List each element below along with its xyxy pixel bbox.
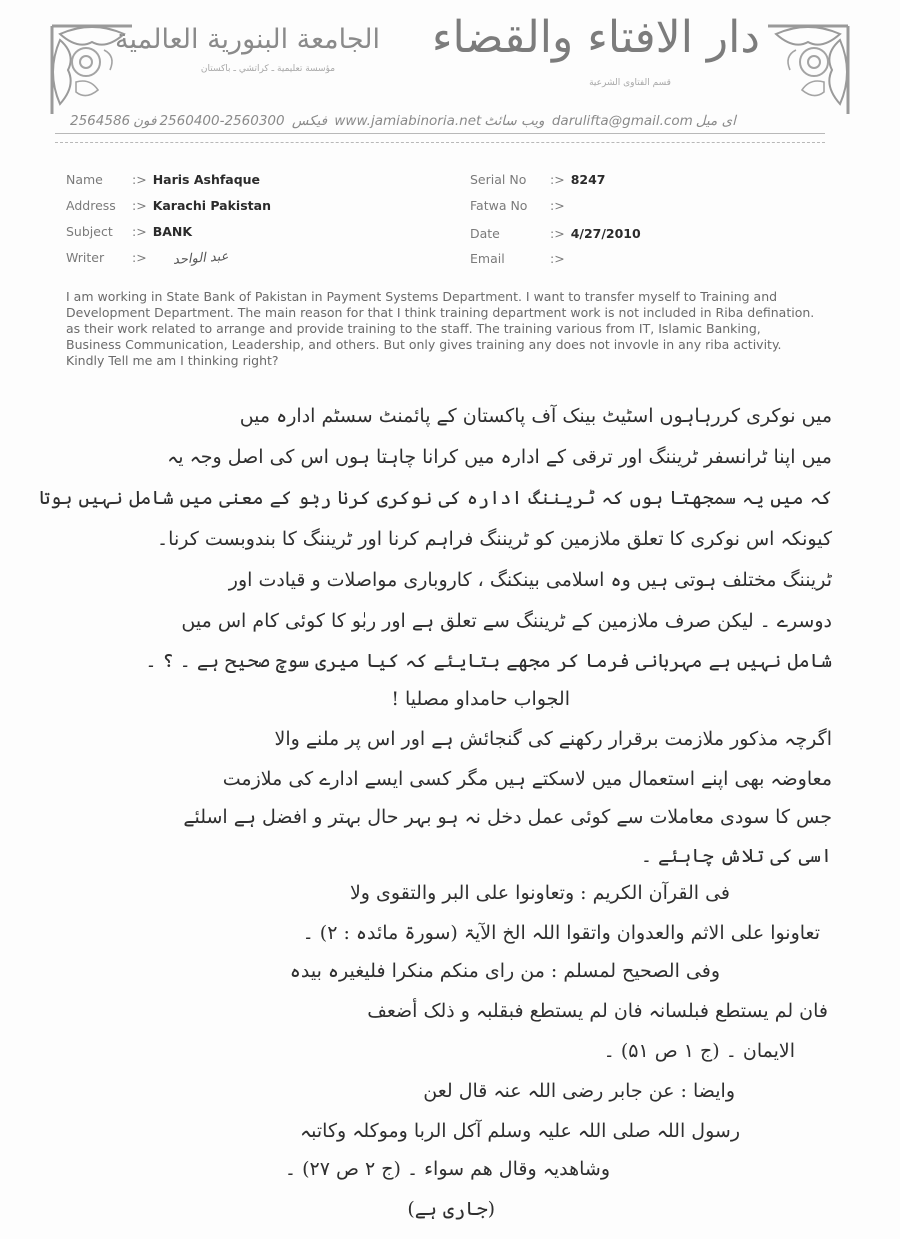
handwritten-line: وشاھدیہ وقال ھم سواء ۔ (ج ۲ ص ۲۷) ۔ [284,1158,610,1180]
website-label: ویب سائٹ [484,113,545,129]
handwritten-line: رسول اللہ صلی اللہ علیہ وسلم آکل الربا وموکلہ وکاتبہ [300,1120,740,1142]
address-field [66,198,271,213]
email-arrow: :> [550,251,565,266]
address-value: Karachi Pakistan [152,198,271,213]
contact-line [70,113,830,129]
address-arrow: :> [132,198,147,213]
handwritten-line: وفی الصحیح لمسلم : من رای منکم منکرا فلیغیرہ بیدہ [289,960,720,982]
subject-field [66,224,192,239]
email-label: ای میل [695,113,736,129]
department-subline: قسم الفتاوى الشرعية [589,78,671,88]
fatwa-field [470,198,571,213]
handwritten-line: میں اپنا ٹرانسفر ٹریننگ اور ترقی کے ادارہ میں کرانا چاہتا ہوں اس کی اصل وجہ یہ [167,446,832,468]
answer-heading: الجواب حامداو مصلیا ! [391,688,570,710]
institute-name: الجامعة البنورية العالمية [115,24,380,55]
subject-value: BANK [152,224,193,239]
date-arrow: :> [550,226,565,241]
writer-field [66,250,228,266]
handwritten-line: تعاونوا علی الاثم والعدوان واتقوا اللہ الخ الآیۃ (سورۃ مائدہ : ۲) ۔ [302,922,820,944]
handwritten-line: معاوضہ بھی اپنے استعمال میں لاسکتے ہیں مگر کسی ایسے ادارے کی ملازمت [222,768,832,790]
handwritten-line: اسی کی تلاش چاہئے ۔ [640,845,832,867]
subject-arrow: :> [132,224,147,239]
handwritten-line: اگرچہ مذکور ملازمت برقرار رکھنے کی گنجائش ہے اور اس پر ملنے والا [274,728,832,750]
handwritten-line: کہ میں یہ سمجھتا ہوں کہ ٹریننگ ادارہ کی نوکری کرنا ربٰو کے معنی میں شامل نہیں ہوتا [39,487,832,509]
name-arrow: :> [132,172,147,187]
email-link[interactable]: darulifta@gmail.com [551,113,693,129]
serial-field [470,172,605,187]
name-label: Name [66,172,103,187]
department-name: دار الافتاء والقضاء [431,12,760,63]
serial-value: 8247 [570,172,606,187]
serial-label: Serial No [470,172,527,187]
institute-subline: مؤسسة تعليمية ـ كراتشي ـ باكستان [200,64,336,74]
name-field [66,172,260,187]
date-label: Date [470,226,500,241]
fax-label: فیکس [291,113,328,129]
header-rule [55,133,825,134]
handwritten-line: الایمان ۔ (ج ۱ ص ۵۱) ۔ [603,1040,795,1062]
website-link[interactable]: www.jamiabinoria.net [334,113,482,129]
header-rule-dashed [55,142,825,143]
name-value: Haris Ashfaque [152,172,261,187]
writer-signature: عبد الواحد [172,249,229,268]
handwritten-line: کیونکہ اس نوکری کا تعلق ملازمین کو ٹریننگ فراہم کرنا اور ٹریننگ کا بندوبست کرنا۔ [157,528,832,550]
handwritten-line: شامل نہیں ہے مہربانی فرما کر مجھے بتایئے کہ کیا میری سوچ صحیح ہے ۔ ؟ ۔ [145,650,832,672]
handwritten-line: ٹریننگ مختلف ہوتی ہیں وہ اسلامی بینکنگ ، کاروباری مواصلات و قیادت اور [228,569,832,591]
phone-number: 2560300-2560400 [159,113,285,129]
writer-label: Writer [66,250,105,265]
address-label: Address [66,198,116,213]
fatwa-arrow: :> [550,198,565,213]
fax-number: 2564586 [70,113,131,129]
right-ornament-icon [762,20,854,120]
handwritten-line: وایضا : عن جابر رضی اللہ عنہ قال لعن [423,1080,735,1102]
writer-arrow: :> [132,250,147,265]
question-text: I am working in State Bank of Pakistan in Payment Systems Department. I want to transfer myself to Training and Development Department. The main reason for that I think training department work is not included in Riba defination. as their work related to arrange and provide training to the staff. The training various from IT, Islamic Banking, Business Communication, Leadership, and others. But only gives training any does not invovle in any riba activity. Kindly Tell me am I thinking right? [66,289,815,368]
serial-arrow: :> [550,172,565,187]
handwritten-line: دوسرے ۔ لیکن صرف ملازمین کے ٹریننگ سے تعلق ہے اور ربٰو کا کوئی کام اس میں [181,610,832,632]
handwritten-line: میں نوکری کررہاہوں اسٹیٹ بینک آف پاکستان کے پائمنٹ سسٹم ادارہ میں [239,405,832,427]
date-field [470,226,641,241]
handwritten-line: جس کا سودی معاملات سے کوئی عمل دخل نہ ہو بہر حال بہتر و افضل ہے اسلئے [183,806,832,828]
phone-label: فون [133,113,157,129]
subject-label: Subject [66,224,113,239]
handwritten-line: فی القرآن الکریم : وتعاونوا علی البر والتقوی ولا [349,882,730,904]
handwritten-line: فان لم یستطع فبلسانہ فان لم یستطع فبقلبہ و ذلک أضعف [367,1000,828,1022]
date-value: 4/27/2010 [570,226,641,241]
email-field [470,251,571,266]
fatwa-label: Fatwa No [470,198,528,213]
email-field-label: Email [470,251,505,266]
continued-note: (جاری ہے) [407,1198,495,1220]
